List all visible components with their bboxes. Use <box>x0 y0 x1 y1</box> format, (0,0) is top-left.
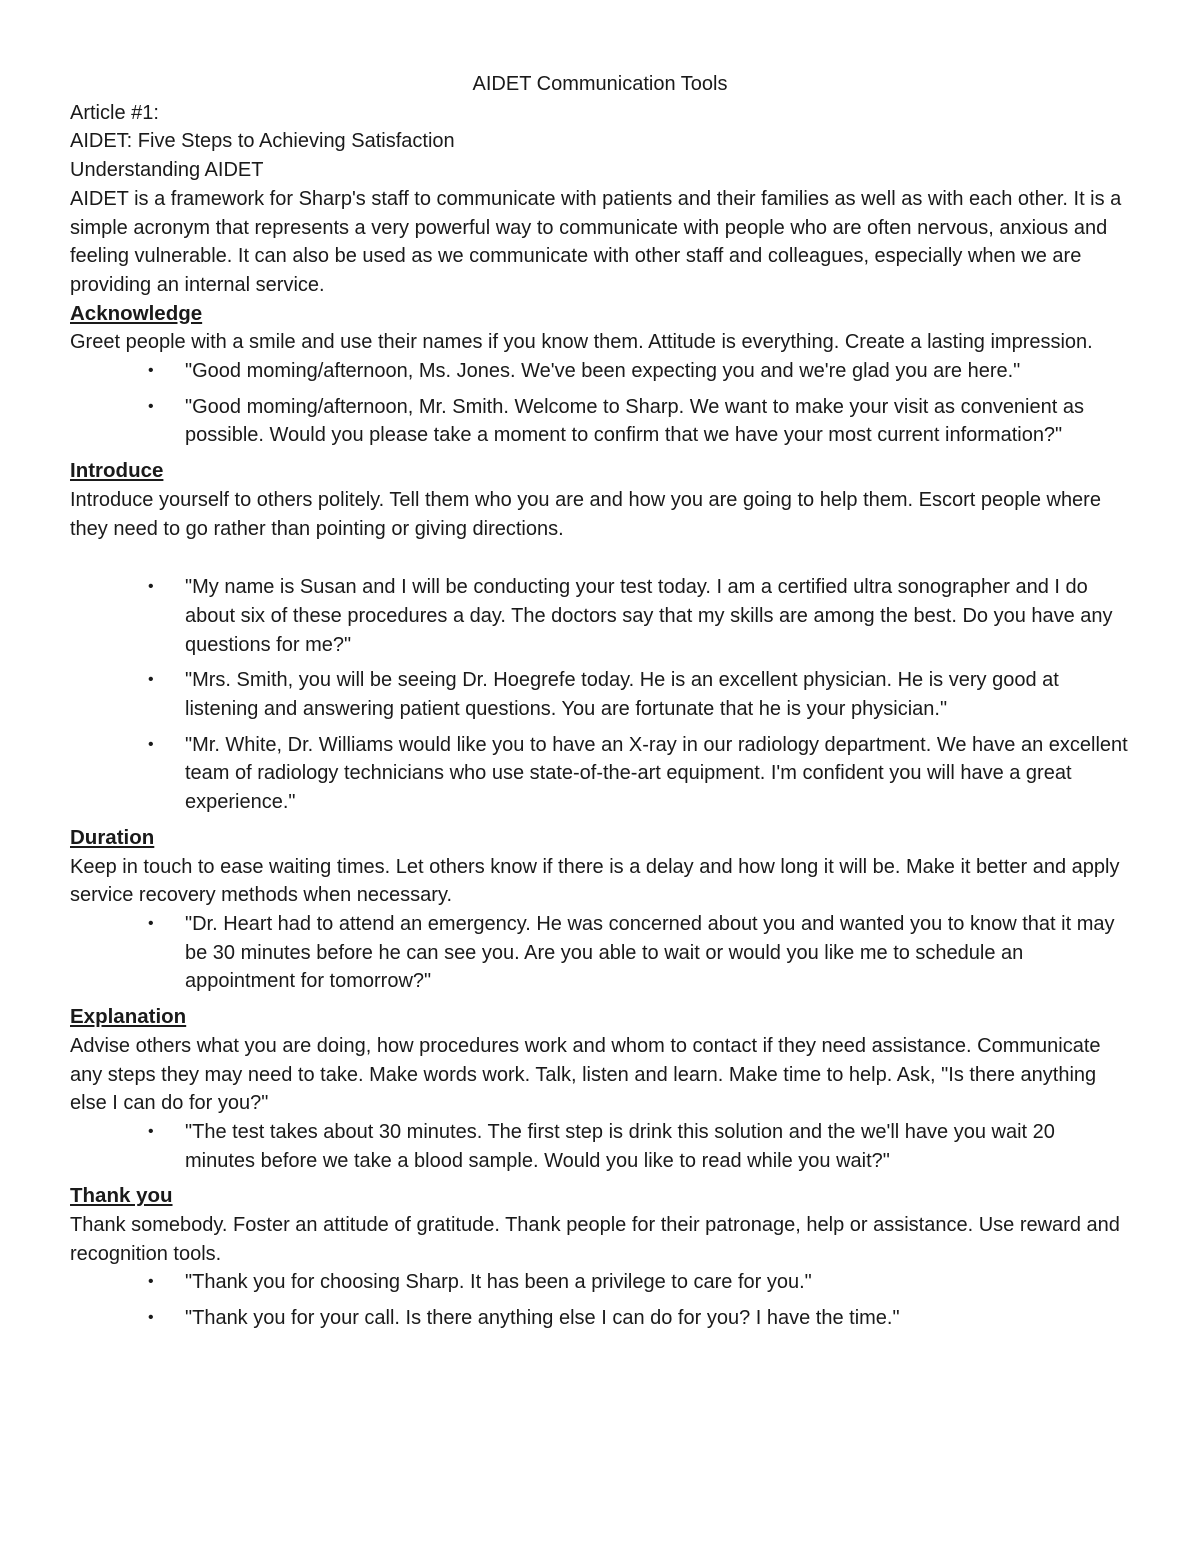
list-item-text: "Thank you for choosing Sharp. It has been a privilege to care for you." <box>185 1271 812 1294</box>
list-item-text: "Good moming/afternoon, Ms. Jones. We've been expecting you and we're glad you are here." <box>185 360 1021 383</box>
section-body: Greet people with a smile and use their names if you know them. Attitude is everything. Create a lasting impression. <box>70 331 1093 354</box>
spacer <box>70 543 1130 573</box>
section-introduce <box>70 457 1130 817</box>
list-item-text: "Dr. Heart had to attend an emergency. He was concerned about you and wanted you to know that it may be 30 minutes before he can see you. Are you able to wait or would you like me to schedule an appointment for tomorrow?" <box>185 912 1115 993</box>
article-title: AIDET: Five Steps to Achieving Satisfaction <box>70 130 455 153</box>
list-item-text: "My name is Susan and I will be conducting your test today. I am a certified ultra sonographer and I do about six of these procedures a day. The doctors say that my skills are among the best. Do you have any questions for me?" <box>185 576 1113 656</box>
document-page <box>70 70 1130 1340</box>
bullet-list <box>70 1118 1130 1175</box>
section-thank-you <box>70 1182 1130 1333</box>
section-body: Keep in touch to ease waiting times. Let others know if there is a delay and how long it will be. Make it better and apply service recovery methods when necessary. <box>70 855 1120 907</box>
bullet-list <box>70 357 1130 450</box>
list-item <box>70 910 1130 996</box>
section-heading: Thank you <box>70 1184 173 1208</box>
list-item-text: "Mr. White, Dr. Williams would like you to have an X-ray in our radiology department. We have an excellent team of radiology technicians who use state-of-the-art equipment. I'm confident you will have a great experience." <box>185 733 1128 814</box>
bullet-list <box>70 573 1130 817</box>
bullet-icon: • <box>148 735 154 753</box>
list-item <box>70 573 1130 659</box>
list-item-text: "Good moming/afternoon, Mr. Smith. Welcome to Sharp. We want to make your visit as convenient as possible. Would you please take a moment to confirm that we have your most current information?" <box>185 395 1084 447</box>
bullet-list <box>70 1268 1130 1332</box>
list-item <box>70 666 1130 723</box>
section-duration <box>70 824 1130 996</box>
list-item <box>70 1268 1130 1297</box>
bullet-icon: • <box>148 914 154 932</box>
document-title: AIDET Communication Tools <box>472 73 728 95</box>
list-item <box>70 357 1130 386</box>
section-acknowledge <box>70 300 1130 451</box>
list-item-text: "Thank you for your call. Is there anything else I can do for you? I have the time." <box>185 1307 900 1330</box>
list-item-text: "Mrs. Smith, you will be seeing Dr. Hoegrefe today. He is an excellent physician. He is very good at listening and answering patient questions. You are fortunate that he is your physician." <box>185 669 1059 721</box>
section-heading: Introduce <box>70 459 164 483</box>
section-heading: Acknowledge <box>70 301 203 325</box>
section-subtitle: Understanding AIDET <box>70 159 264 182</box>
section-body: Advise others what you are doing, how procedures work and whom to contact if they need assistance. Communicate any steps they may need to take. Make words work. Talk, listen and learn. Make time to help. Ask, "Is there anything else I can do for you?" <box>70 1034 1101 1115</box>
list-item-text: "The test takes about 30 minutes. The first step is drink this solution and the we'll have you wait 20 minutes before we take a blood sample. Would you like to read while you wait?" <box>185 1120 1055 1172</box>
bullet-icon: • <box>148 578 154 596</box>
section-explanation <box>70 1003 1130 1175</box>
bullet-icon: • <box>148 1309 154 1327</box>
intro-paragraph: AIDET is a framework for Sharp's staff to communicate with patients and their families as well as with each other. It is a simple acronym that represents a very powerful way to communicate with people who are often nervous, anxious and feeling vulnerable. It can also be used as we communicate with other staff and colleagues, especially when we are providing an internal service. <box>70 187 1122 296</box>
article-label: Article #1: <box>70 101 159 124</box>
section-body: Introduce yourself to others politely. Tell them who you are and how you are going to help them. Escort people where they need to go rather than pointing or giving directions. <box>70 488 1101 540</box>
bullet-icon: • <box>148 1273 154 1291</box>
section-body: Thank somebody. Foster an attitude of gratitude. Thank people for their patronage, help or assistance. Use reward and recognition tools. <box>70 1214 1120 1265</box>
section-heading: Explanation <box>70 1005 187 1029</box>
list-item <box>70 393 1130 450</box>
list-item <box>70 731 1130 817</box>
list-item <box>70 1118 1130 1175</box>
bullet-icon: • <box>148 671 154 689</box>
bullet-icon: • <box>148 397 154 415</box>
bullet-icon: • <box>148 1122 154 1140</box>
bullet-icon: • <box>148 362 154 380</box>
bullet-list <box>70 910 1130 996</box>
list-item <box>70 1304 1130 1333</box>
section-heading: Duration <box>70 825 155 849</box>
